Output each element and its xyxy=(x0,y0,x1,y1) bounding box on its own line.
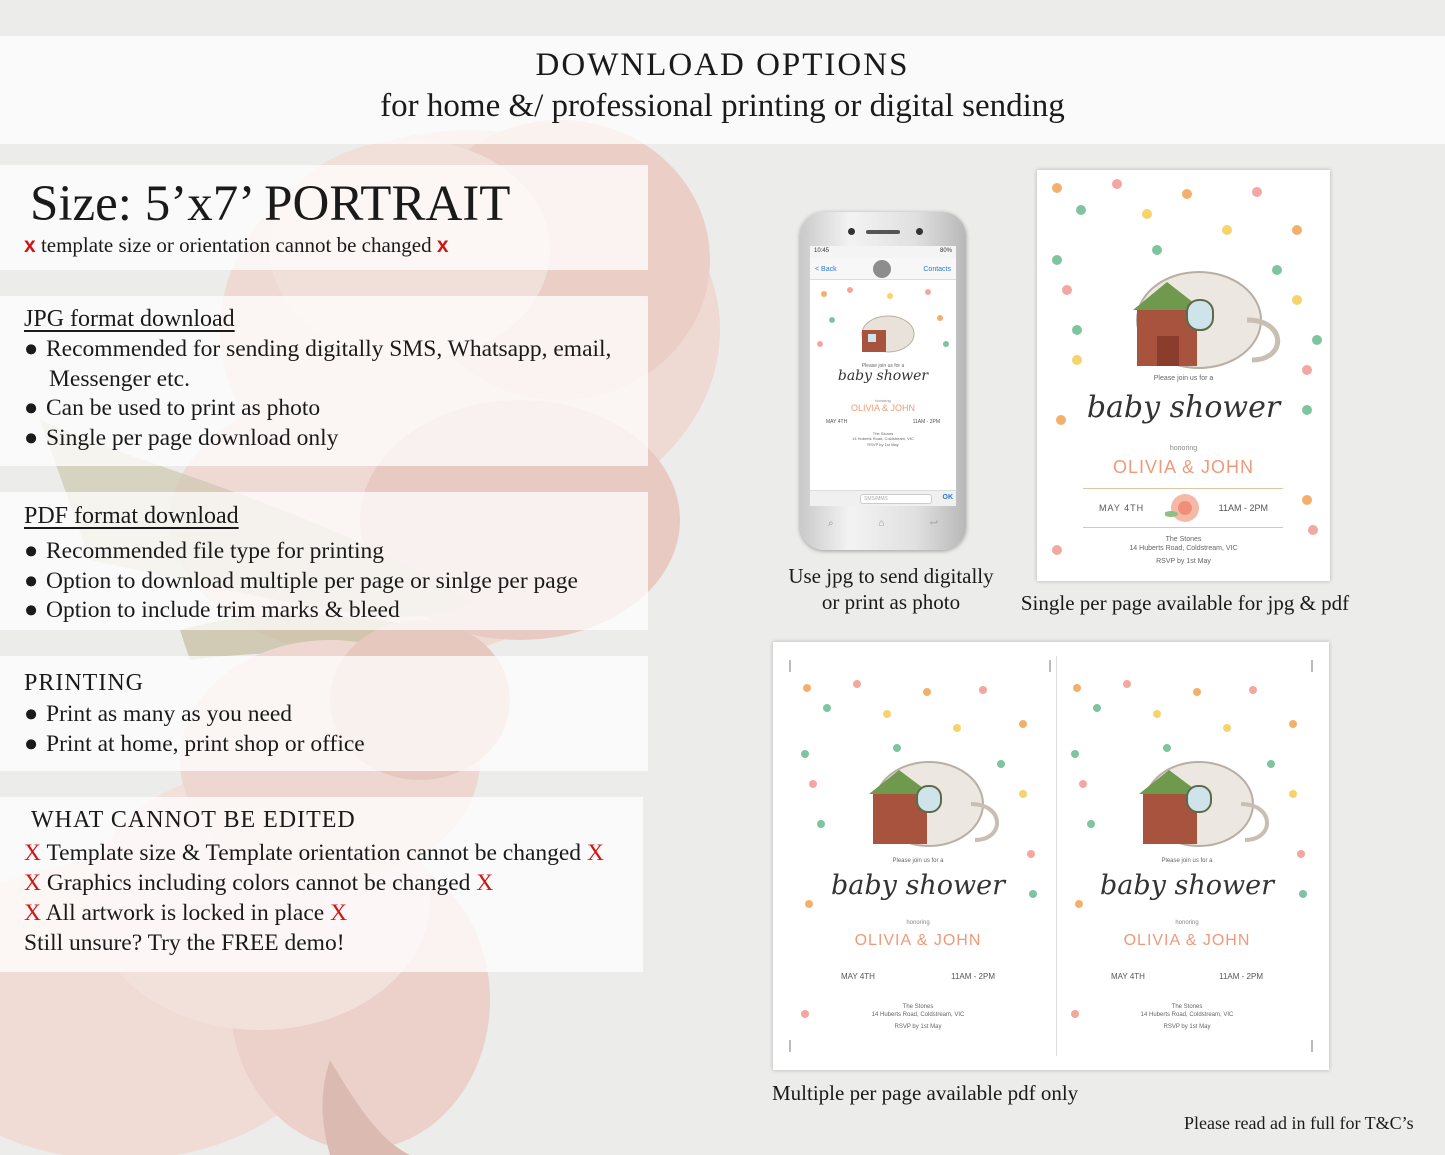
x-mark-icon: X xyxy=(24,870,41,896)
bullet-icon: ● xyxy=(24,395,39,421)
x-mark-icon: X xyxy=(24,840,41,866)
size-panel xyxy=(0,165,648,270)
status-time: 10:45 xyxy=(814,248,830,254)
invite-copy-right: Please join us for a baby shower honoring OLIVIA & JOHN MAY 4TH 11AM - 2PM The Stones 14 Huberts Road, Coldstream, VIC RSVP by 1st May xyxy=(1057,674,1317,1046)
invite-script-title: baby shower xyxy=(837,368,929,384)
x-mark-icon: x xyxy=(436,234,449,257)
back-link[interactable]: < Back xyxy=(815,266,837,273)
phone-screen: 10:45 80% < Back Contacts Please join us for a baby shower honoring OLIVIA & JOHN MAY 4TH 11AM - 2PM The Stones 14 Huberts Road, Coldstream, VIC RSVP by 1st May SMS/MMS OK xyxy=(810,246,956,506)
invite-names: OLIVIA & JOHN xyxy=(850,403,916,413)
cannot-edit-title: WHAT CANNOT BE EDITED xyxy=(31,807,356,833)
rose-illustration xyxy=(1165,488,1205,528)
home-icon: ⌂ xyxy=(878,518,885,529)
x-mark-icon: X xyxy=(476,870,494,896)
invite-time: 11AM - 2PM xyxy=(1218,503,1268,513)
avatar-icon xyxy=(873,260,891,278)
list-item: X Graphics including colors cannot be changed X xyxy=(24,870,494,896)
jpg-panel xyxy=(0,296,648,466)
list-item: ● Recommended file type for printing xyxy=(24,538,385,564)
list-item: ● Recommended for sending digitally SMS, Whatsapp, email, xyxy=(24,336,612,362)
list-item: X Template size & Template orientation cannot be changed X xyxy=(24,840,604,866)
list-item: ● Print as many as you need xyxy=(24,701,293,727)
pdf-panel xyxy=(0,492,648,630)
invite-names: OLIVIA & JOHN xyxy=(1112,457,1255,477)
list-item: ● Can be used to print as photo xyxy=(24,395,321,421)
size-note-text: template size or orientation cannot be changed xyxy=(40,233,432,257)
size-note xyxy=(24,233,449,258)
page-title: DOWNLOAD OPTIONS xyxy=(535,47,910,83)
multiple-caption: Multiple per page available pdf only xyxy=(772,1081,1079,1105)
status-battery: 80% xyxy=(939,248,952,254)
sms-input[interactable]: SMS/MMS xyxy=(860,494,932,504)
list-item: ● Single per page download only xyxy=(24,425,339,451)
x-mark-icon: X xyxy=(24,900,41,926)
bullet-icon: ● xyxy=(24,425,39,451)
ok-button[interactable]: OK xyxy=(942,494,953,501)
invite-names: OLIVIA & JOHN xyxy=(854,932,982,949)
back-icon: ↩ xyxy=(929,518,938,529)
contacts-link[interactable]: Contacts xyxy=(923,266,951,273)
multiple-per-page-sheet xyxy=(773,642,1329,1070)
list-item: ● Option to include trim marks & bleed xyxy=(24,597,400,623)
invite-script-title: baby shower xyxy=(831,870,1005,901)
phone-mockup xyxy=(800,212,966,550)
search-icon: ⌕ xyxy=(828,518,834,529)
x-mark-icon: x xyxy=(24,234,36,257)
bullet-icon: ● xyxy=(24,336,39,362)
x-mark-icon: X xyxy=(586,840,604,866)
list-item: ● Option to download multiple per page or sinlge per page xyxy=(24,568,578,594)
bullet-icon: ● xyxy=(24,597,39,623)
invite-date: MAY 4TH xyxy=(1099,503,1145,513)
pdf-title: PDF format download xyxy=(24,503,239,529)
footnote: Please read ad in full for T&C’s xyxy=(1184,1113,1414,1133)
printing-panel xyxy=(0,656,648,771)
invite-copy-left: Please join us for a baby shower honoring OLIVIA & JOHN MAY 4TH 11AM - 2PM The Stones 14 Huberts Road, Coldstream, VIC RSVP by 1st May xyxy=(787,674,1049,1046)
flower-pattern-illustration xyxy=(810,282,956,362)
bullet-icon: ● xyxy=(24,731,39,757)
phone-caption: Use jpg to send digitally or print as photo xyxy=(788,564,994,614)
size-heading: Size: 5’x7’ PORTRAIT xyxy=(30,176,511,232)
list-item: X All artwork is locked in place X xyxy=(24,900,348,926)
invite-script-title: baby shower xyxy=(1086,390,1281,425)
demo-note: Still unsure? Try the FREE demo! xyxy=(24,930,345,956)
invite-names: OLIVIA & JOHN xyxy=(1123,932,1251,949)
bullet-icon: ● xyxy=(24,538,39,564)
single-caption: Single per page available for jpg & pdf xyxy=(1020,591,1350,615)
cannot-edit-panel xyxy=(0,797,643,972)
bullet-icon: ● xyxy=(24,568,39,594)
bullet-icon: ● xyxy=(24,701,39,727)
printing-title: PRINTING xyxy=(24,670,144,696)
x-mark-icon: X xyxy=(330,900,348,926)
header-banner xyxy=(0,36,1445,144)
invite-script-title: baby shower xyxy=(1100,870,1274,901)
single-invite-preview: Please join us for a baby shower honoring OLIVIA & JOHN MAY 4TH 11AM - 2PM The Stones 14 Huberts Road, Coldstream, VIC RSVP by 1st May xyxy=(1037,170,1330,581)
list-item: Messenger etc. xyxy=(49,366,190,392)
page-subtitle: for home &/ professional printing or digital sending xyxy=(380,88,1065,124)
jpg-title: JPG format download xyxy=(24,306,235,332)
list-item: ● Print at home, print shop or office xyxy=(24,731,365,757)
